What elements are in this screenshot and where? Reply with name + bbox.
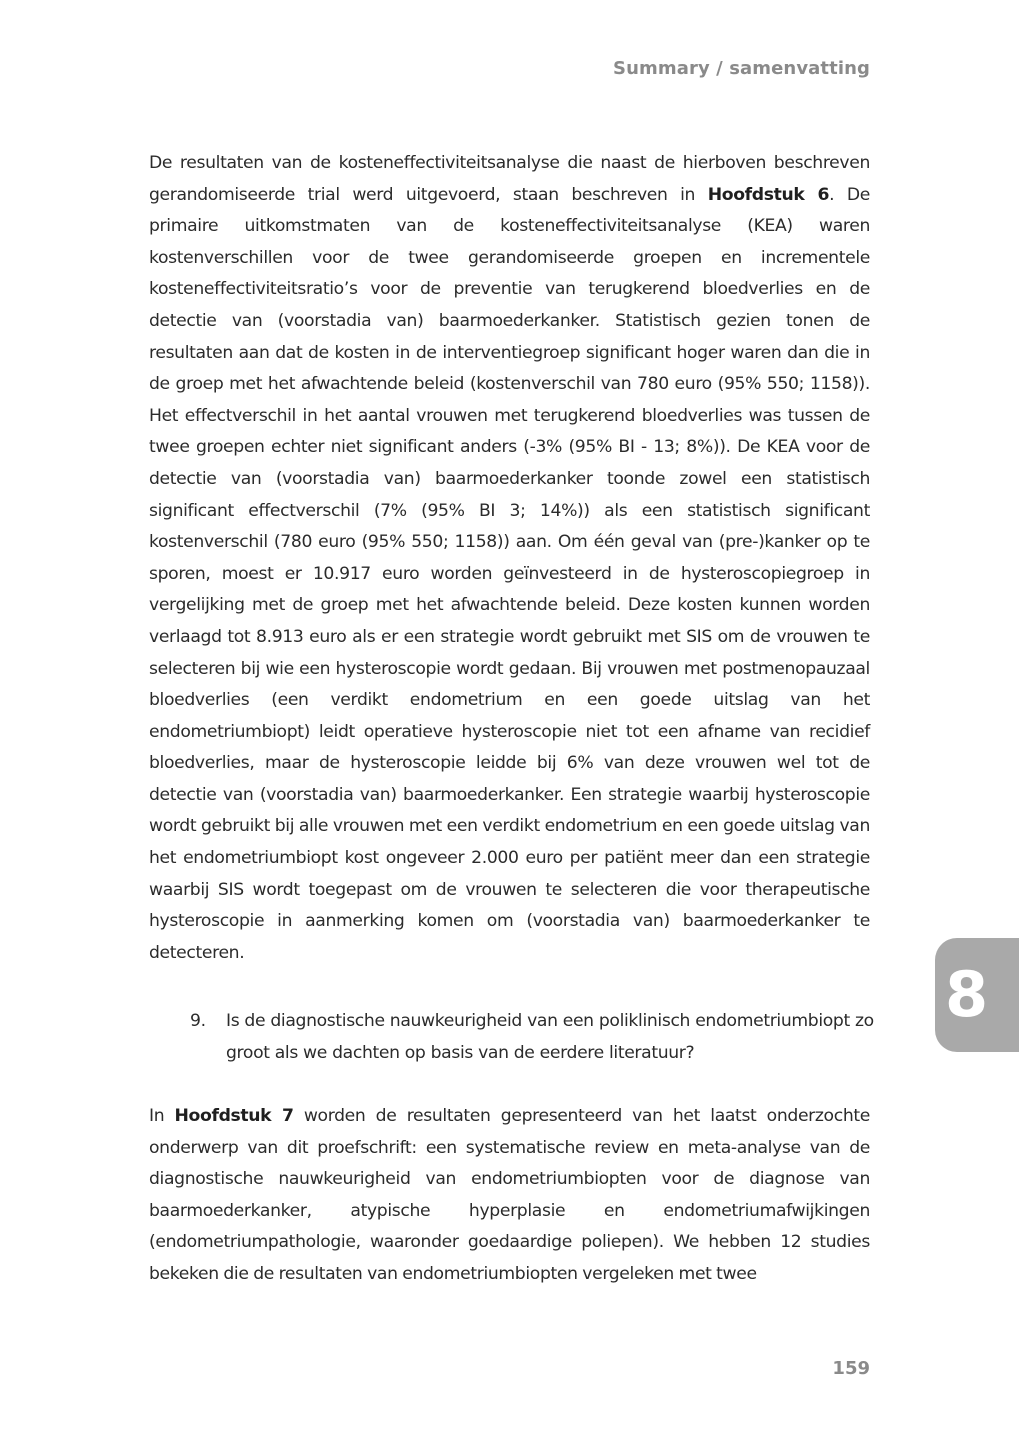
chapter-reference: Hoofdstuk 7 [174,1106,294,1126]
chapter-tab [935,938,1019,1052]
chapter-number: 8 [945,958,989,1031]
paragraph-meta-analysis [149,1101,870,1291]
paragraph-text-part: worden de resultaten gepresenteerd van het laatst onderzochte onderwerp van dit proefschrift: een systematische review en meta-analyse van de diagnostische nauwkeurigheid van endometriumbiopten voor de diagnose van baarmoederkanker, atypische hyperplasie en endometriumafwijkingen (endometriumpathologie, waaronder goedaardige poliepen). We hebben 12 studies bekeken die de resultaten van endometriumbiopten vergeleken met twee [149,1106,870,1284]
running-header: Summary / samenvatting [613,58,870,79]
paragraph-text [149,148,870,969]
paragraph-text-part: . De primaire uitkomstmaten van de kosteneffectiviteitsanalyse (KEA) waren kostenverschillen voor de twee gerandomiseerde groepen en incrementele kosteneffectiviteitsratio’s voor de preventie van terugkerend bloedverlies en de detectie van (voorstadia van) baarmoederkanker. Statistisch gezien tonen de resultaten aan dat de kosten in de interventiegroep significant hoger waren dan die in de groep met het afwachtende beleid (kostenverschil van 780 euro (95% 550; 1158)). Het effectverschil in het aantal vrouwen met terugkerend bloedverlies was tussen de twee groepen echter niet significant anders (-3% (95% BI - 13; 8%)). De KEA voor de detectie van (voorstadia van) baarmoederkanker toonde zowel een statistisch significant effectverschil (7% (95% BI 3; 14%)) als een statistisch significant kostenverschil (780 euro (95% 550; 1158)) aan. Om één geval van (pre-)kanker op te sporen, moest er 10.917 euro worden geïnvesteerd in de hysteroscopiegroep in vergelijking met de groep met het afwachtende beleid. Deze kosten kunnen worden verlaagd tot 8.913 euro als er een strategie wordt gebruikt met SIS om de vrouwen te selecteren bij wie een hysteroscopie wordt gedaan. Bij vrouwen met postmenopauzaal bloedverlies (een verdikt endometrium en een goede uitslag van het endometriumbiopt) leidt operatieve hysteroscopie niet tot een afname van recidief bloedverlies, maar de hysteroscopie leidde bij 6% van deze vrouwen wel tot de detectie van (voorstadia van) baarmoederkanker. Een strategie waarbij hysteroscopie wordt gebruikt bij alle vrouwen met een verdikt endometrium en een goede uitslag van het endometriumbiopt kost ongeveer 2.000 euro per patiënt meer dan een strategie waarbij SIS wordt toegepast om de vrouwen te selecteren die voor therapeutische hysteroscopie in aanmerking komen om (voorstadia van) baarmoederkanker te detecteren. [149,184,870,963]
paragraph-text [149,1101,870,1291]
paragraph-text-part: De resultaten van de kosteneffectiviteitsanalyse die naast de hierboven beschreven gerandomiseerde trial werd uitgevoerd, staan beschreven in [149,153,870,205]
question-number: 9. [190,1011,206,1031]
paragraph-text-part: In [149,1106,175,1126]
paragraph-cost-effectiveness [149,148,870,969]
research-question [190,1006,880,1069]
page-number: 159 [832,1358,870,1379]
chapter-reference: Hoofdstuk 6 [707,184,830,205]
question-text: Is de diagnostische nauwkeurigheid van een poliklinisch endometriumbiopt zo groot als we dachten op basis van de eerdere literatuur? [226,1011,874,1063]
